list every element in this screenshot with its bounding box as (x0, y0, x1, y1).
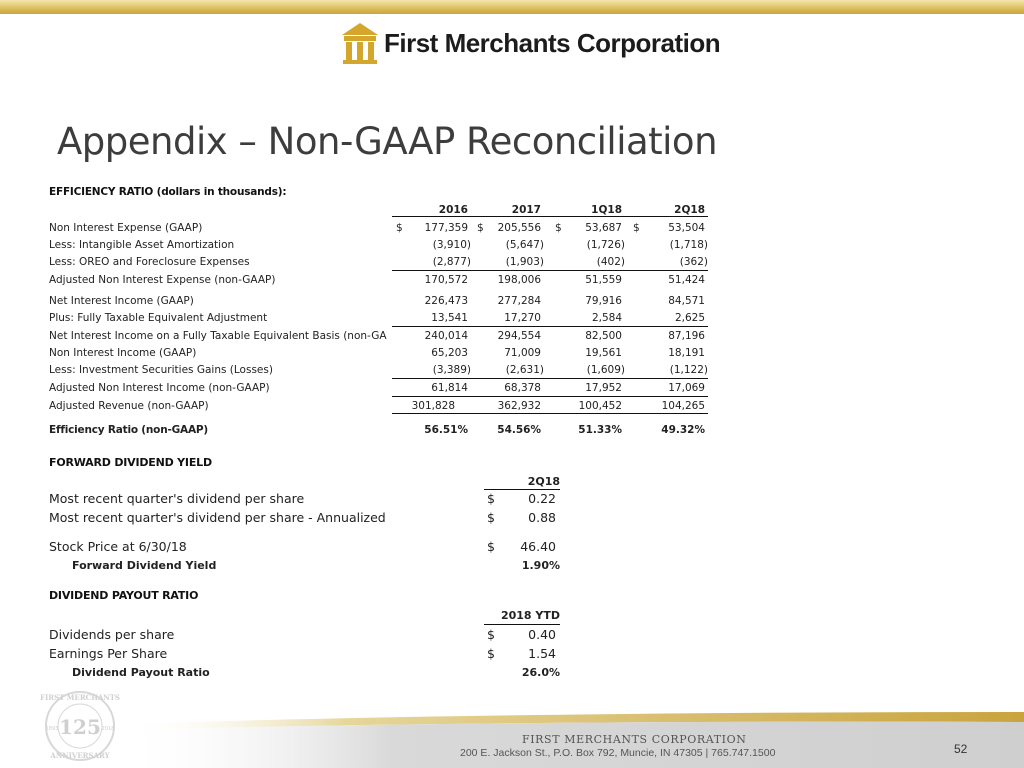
col-header-2q18: 2Q18 (674, 204, 705, 216)
company-logo (340, 20, 720, 66)
top-gold-bar (0, 0, 1024, 14)
cell-2q18: 18,191 (668, 347, 705, 359)
row-label: Plus: Fully Taxable Equivalent Adjustment (49, 312, 268, 324)
row-label: Most recent quarter's dividend per share (49, 491, 305, 506)
cell-2016: (3,910) (432, 239, 471, 251)
cell-1q18: 79,916 (585, 295, 622, 307)
cell-2q18: 84,571 (668, 295, 705, 307)
subtotal-rule (392, 378, 708, 379)
cell-2q18: 104,265 (661, 400, 705, 412)
dollar-sign: $ (487, 510, 495, 525)
footer-band (0, 712, 1024, 768)
dollar-sign: $ (487, 491, 495, 506)
ratio-2016: 56.51% (424, 424, 468, 436)
cell-2q18: (1,122) (669, 364, 708, 376)
cell-1q18: 100,452 (578, 400, 622, 412)
ratio-2017: 54.56% (497, 424, 541, 436)
subtotal-rule (392, 270, 708, 271)
cell-2016: 301,828 (411, 400, 455, 412)
col-header-2018-ytd: 2018 YTD (500, 609, 560, 622)
row-label: Net Interest Income on a Fully Taxable Equivalent Basis (non-GA (49, 330, 387, 342)
cell-2016: 170,572 (424, 274, 468, 286)
svg-text:FIRST MERCHANTS: FIRST MERCHANTS (40, 693, 120, 702)
row-label: Earnings Per Share (49, 646, 168, 661)
cell-2q18: 2,625 (674, 312, 705, 324)
cell-1q18: (402) (596, 256, 625, 268)
cell-2016: 65,203 (431, 347, 468, 359)
cell-2017: 205,556 (497, 222, 541, 234)
subtotal-rule (392, 326, 708, 327)
value: 1.54 (528, 646, 556, 661)
cell-2q18: 87,196 (668, 330, 705, 342)
cell-2017: (5,647) (505, 239, 544, 251)
cell-2016: (3,389) (432, 364, 471, 376)
row-label: Non Interest Income (GAAP) (49, 347, 197, 359)
cell-2016: 13,541 (431, 312, 468, 324)
cell-2016: 61,814 (431, 382, 468, 394)
header-underline (484, 624, 560, 625)
row-label: Less: OREO and Foreclosure Expenses (49, 256, 250, 268)
dollar-sign: $ (477, 222, 484, 234)
logo-company-name: First Merchants Corporation (384, 27, 721, 58)
payout-heading: DIVIDEND PAYOUT RATIO (49, 589, 199, 602)
subtotal-rule (392, 396, 708, 397)
value: 0.40 (528, 627, 556, 642)
cell-1q18: 19,561 (585, 347, 622, 359)
cell-2q18: (362) (679, 256, 708, 268)
dollar-sign: $ (487, 627, 495, 642)
cell-2017: 17,270 (504, 312, 541, 324)
cell-2016: (2,877) (432, 256, 471, 268)
cell-2017: 294,554 (497, 330, 541, 342)
ratio-1q18: 51.33% (578, 424, 622, 436)
row-label: Dividends per share (49, 627, 175, 642)
cell-2016: 177,359 (424, 222, 468, 234)
anniversary-seal-logo (22, 682, 132, 766)
row-label: Less: Intangible Asset Amortization (49, 239, 235, 251)
dollar-sign: $ (487, 539, 495, 554)
cell-2017: (2,631) (505, 364, 544, 376)
dollar-sign: $ (396, 222, 403, 234)
cell-1q18: 53,687 (585, 222, 622, 234)
cell-2017: 198,006 (497, 274, 541, 286)
row-label: Adjusted Non Interest Expense (non-GAAP) (49, 274, 276, 286)
forward-yield-label: Forward Dividend Yield (72, 559, 217, 572)
footer-address: 200 E. Jackson St., P.O. Box 792, Muncie, IN 47305 | 765.747.1500 (460, 747, 776, 759)
cell-2q18: 51,424 (668, 274, 705, 286)
ratio-2q18: 49.32% (661, 424, 705, 436)
dollar-sign: $ (555, 222, 562, 234)
cell-2016: 240,014 (424, 330, 468, 342)
logo-building-icon (340, 21, 380, 65)
cell-1q18: (1,726) (586, 239, 625, 251)
cell-2016: 226,473 (424, 295, 468, 307)
col-header-1q18: 1Q18 (591, 204, 622, 216)
total-rule (392, 413, 708, 414)
col-header-2q18: 2Q18 (527, 475, 560, 488)
value: 46.40 (520, 539, 556, 554)
page-title: Appendix – Non-GAAP Reconciliation (57, 120, 718, 163)
cell-2q18: (1,718) (669, 239, 708, 251)
payout-ratio-value: 26.0% (521, 666, 560, 679)
cell-1q18: 82,500 (585, 330, 622, 342)
cell-2q18: 53,504 (668, 222, 705, 234)
efficiency-heading: EFFICIENCY RATIO (dollars in thousands): (49, 186, 287, 198)
cell-2017: 362,932 (497, 400, 541, 412)
value: 0.88 (528, 510, 556, 525)
cell-2q18: 17,069 (668, 382, 705, 394)
cell-2017: (1,903) (505, 256, 544, 268)
svg-text:125: 125 (59, 715, 101, 739)
payout-ratio-label: Dividend Payout Ratio (72, 666, 210, 679)
cell-2017: 277,284 (497, 295, 541, 307)
row-label: Most recent quarter's dividend per share - Annualized (49, 510, 386, 525)
row-label: Net Interest Income (GAAP) (49, 295, 194, 307)
forward-yield-heading: FORWARD DIVIDEND YIELD (49, 456, 212, 469)
row-label: Non Interest Expense (GAAP) (49, 222, 203, 234)
row-label: Adjusted Revenue (non-GAAP) (49, 400, 209, 412)
cell-2017: 68,378 (504, 382, 541, 394)
cell-1q18: 17,952 (585, 382, 622, 394)
header-underline (392, 216, 708, 217)
svg-text:1893: 1893 (45, 726, 59, 732)
cell-1q18: 51,559 (585, 274, 622, 286)
forward-yield-value: 1.90% (521, 559, 560, 572)
page-number: 52 (954, 742, 968, 756)
col-header-2017: 2017 (511, 204, 541, 216)
dollar-sign: $ (633, 222, 640, 234)
value: 0.22 (528, 491, 556, 506)
row-label: Adjusted Non Interest Income (non-GAAP) (49, 382, 270, 394)
svg-text:ANNIVERSARY: ANNIVERSARY (50, 751, 110, 760)
cell-2017: 71,009 (504, 347, 541, 359)
efficiency-ratio-label: Efficiency Ratio (non-GAAP) (49, 424, 208, 436)
footer-company-name: FIRST MERCHANTS CORPORATION (522, 733, 747, 746)
svg-text:2018: 2018 (101, 726, 115, 732)
row-label: Less: Investment Securities Gains (Losses) (49, 364, 273, 376)
cell-1q18: 2,584 (591, 312, 622, 324)
dollar-sign: $ (487, 646, 495, 661)
row-label: Stock Price at 6/30/18 (49, 539, 187, 554)
col-header-2016: 2016 (438, 204, 468, 216)
cell-1q18: (1,609) (586, 364, 625, 376)
